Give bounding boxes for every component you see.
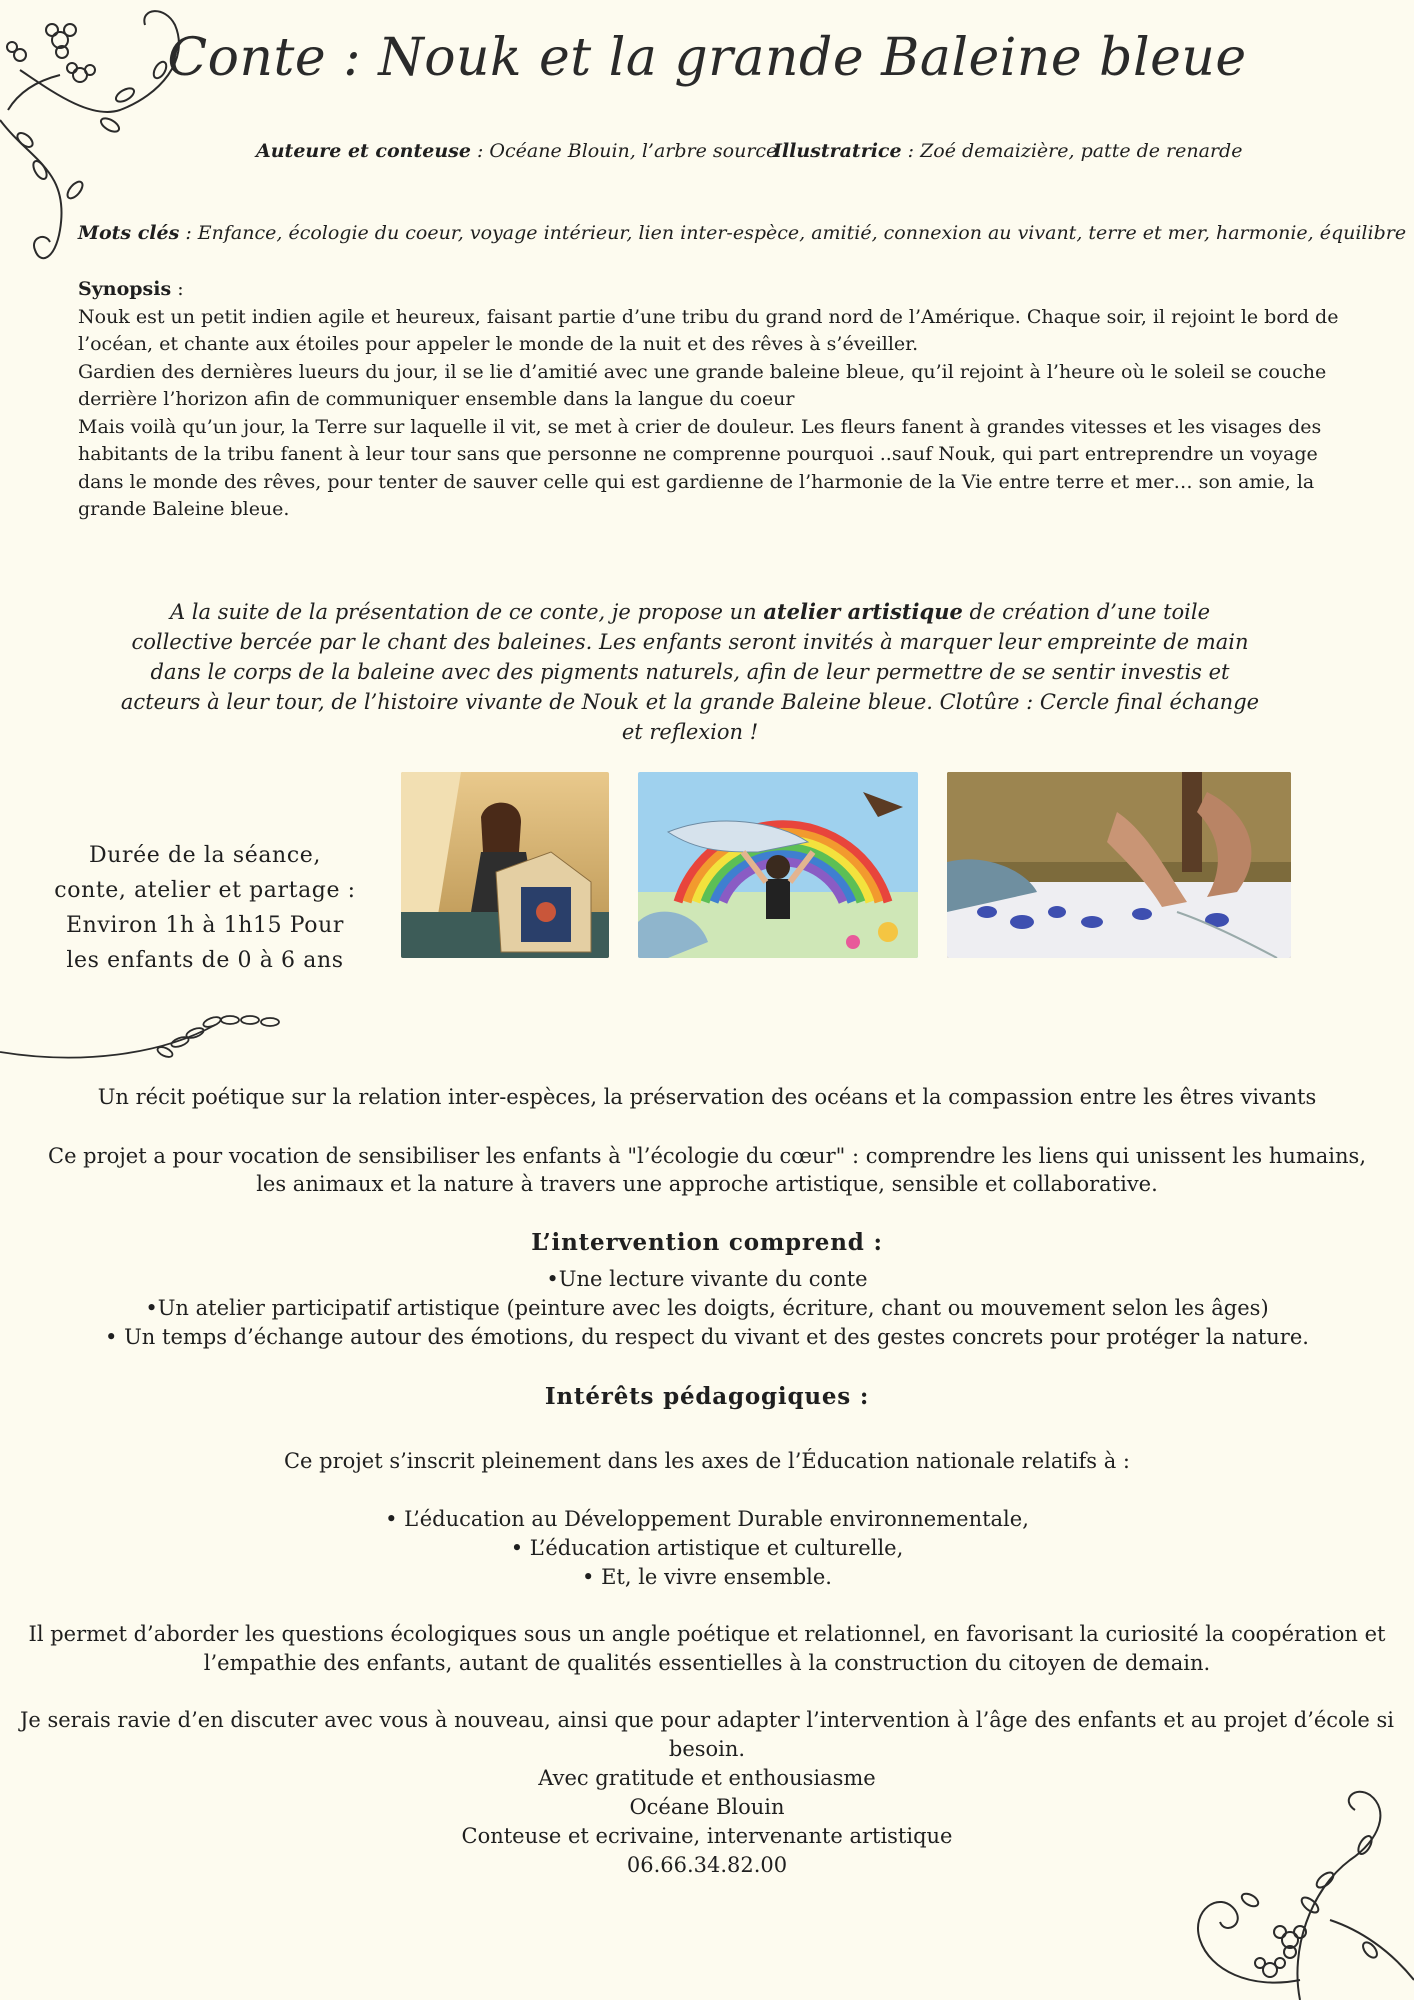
page-title: Conte : Nouk et la grande Baleine bleue <box>167 28 1247 88</box>
illustrator-label: Illustratrice <box>773 140 902 162</box>
intro-line-1: Un récit poétique sur la relation inter-espèces, la préservation des océans et la compassion entre les êtres vivants <box>97 1085 1317 1109</box>
keywords-value: : Enfance, écologie du coeur, voyage intérieur, lien inter-espèce, amitié, connexion au vivant, terre et mer, harmonie, équilibre <box>179 222 1407 244</box>
author-credit <box>256 140 777 162</box>
signature-phone: 06.66.34.82.00 <box>626 1853 788 1877</box>
keywords-line <box>0 222 1414 244</box>
intervention-item-3: • Un temps d’échange autour des émotions, du respect du vivant et des gestes concrets pour protéger la nature. <box>105 1325 1309 1349</box>
synopsis-paragraph-1: Nouk est un petit indien agile et heureux, faisant partie d’une tribu du grand nord de l’Amérique. Chaque soir, il rejoint le bord de l’océan, et chante aux étoiles pour appeler le monde de la nuit et des rêves à s’éveiller. <box>78 305 1339 355</box>
atelier-bold: atelier artistique <box>763 599 963 624</box>
duration-line-3: Environ 1h à 1h15 Pour <box>65 913 345 938</box>
divider-swirl-icon <box>0 1000 310 1070</box>
interets-item-3: • Et, le vivre ensemble. <box>582 1565 832 1589</box>
intro-line-3: les animaux et la nature à travers une approche artistique, sensible et collaborative. <box>256 1172 1158 1196</box>
signature-name: Océane Blouin <box>629 1795 785 1819</box>
duration-line-2: conte, atelier et partage : <box>54 878 356 903</box>
interets-intro: Ce projet s’inscrit pleinement dans les axes de l’Éducation nationale relatifs à : <box>283 1449 1131 1473</box>
synopsis-label: Synopsis <box>78 278 172 300</box>
interets-paragraph-2: l’empathie des enfants, autant de qualités essentielles à la construction du citoyen de demain. <box>203 1651 1211 1675</box>
author-label: Auteure et conteuse <box>256 140 471 162</box>
keywords-label: Mots clés <box>77 222 180 244</box>
interets-heading: Intérêts pédagogiques : <box>544 1383 870 1410</box>
synopsis-label-suffix: : <box>171 278 184 300</box>
intervention-heading: L’intervention comprend : <box>531 1229 883 1256</box>
interets-paragraph-1: Il permet d’aborder les questions écologiques sous un angle poétique et relationnel, en favorisant la curiosité la coopération et <box>28 1622 1386 1646</box>
atelier-description <box>120 597 1260 747</box>
signature-greeting: Avec gratitude et enthousiasme <box>538 1766 876 1790</box>
intervention-item-1: •Une lecture vivante du conte <box>546 1267 868 1291</box>
author-value: : Océane Blouin, l’arbre source <box>470 140 778 162</box>
interets-item-2: • L’éducation artistique et culturelle, <box>510 1536 904 1560</box>
floral-ornament-bottom-right-icon <box>1100 1750 1414 2000</box>
synopsis-paragraph-2: Gardien des dernières lueurs du jour, il se lie d’amitié avec une grande baleine bleue, qu’il rejoint à l’heure où le soleil se couche derrière l’horizon afin de communiquer ensemble dans la langue du coeur <box>78 360 1327 410</box>
atelier-text-after: de création d’une toile collective bercée par le chant des baleines. Les enfants seront invités à marquer leur empreinte de main dans le corps de la baleine avec des pigments naturels, afin de leur permettre de se sentir investis et acteurs à leur tour, de l’histoire vivante de Nouk et la grande Baleine bleue. Clotûre : Cercle final échange et reflexion ! <box>120 600 1260 744</box>
drawing-child-whale-rainbow <box>638 772 918 958</box>
illustrator-value: : Zoé demaizière, patte de renarde <box>901 140 1243 162</box>
interets-item-1: • L’éducation au Développement Durable environnementale, <box>385 1507 1029 1531</box>
closing-paragraph: Je serais ravie d’en discuter avec vous à nouveau, ainsi que pour adapter l’intervention à l’âge des enfants et au projet d’école si besoin. <box>19 1708 1395 1761</box>
illustrator-credit <box>773 140 1242 162</box>
atelier-text-before: A la suite de la présentation de ce conte, je propose un <box>169 600 764 624</box>
intervention-item-2: •Un atelier participatif artistique (peinture avec les doigts, écriture, chant ou mouvement selon les âges) <box>145 1296 1269 1320</box>
duration-line-1: Durée de la séance, <box>89 843 321 868</box>
photo-hands-painting-canvas <box>947 772 1291 958</box>
session-duration <box>50 838 360 978</box>
intro-line-2: Ce projet a pour vocation de sensibiliser les enfants à "l’écologie du cœur" : comprendre les liens qui unissent les humains, <box>48 1144 1366 1168</box>
duration-line-4: les enfants de 0 à 6 ans <box>66 948 344 973</box>
synopsis-section <box>78 276 1348 524</box>
photo-storyteller-with-box <box>401 772 609 958</box>
signature-role: Conteuse et ecrivaine, intervenante artistique <box>461 1824 953 1848</box>
synopsis-paragraph-3: Mais voilà qu’un jour, la Terre sur laquelle il vit, se met à crier de douleur. Les fleurs fanent à grandes vitesses et les visages des habitants de la tribu fanent à leur tour sans que personne ne comprenne pourquoi ..sauf Nouk, qui part entreprendre un voyage dans le monde des rêves, pour tenter de sauver celle qui est gardienne de l’harmonie de la Vie entre terre et mer… son amie, la grande Baleine bleue. <box>78 415 1322 520</box>
